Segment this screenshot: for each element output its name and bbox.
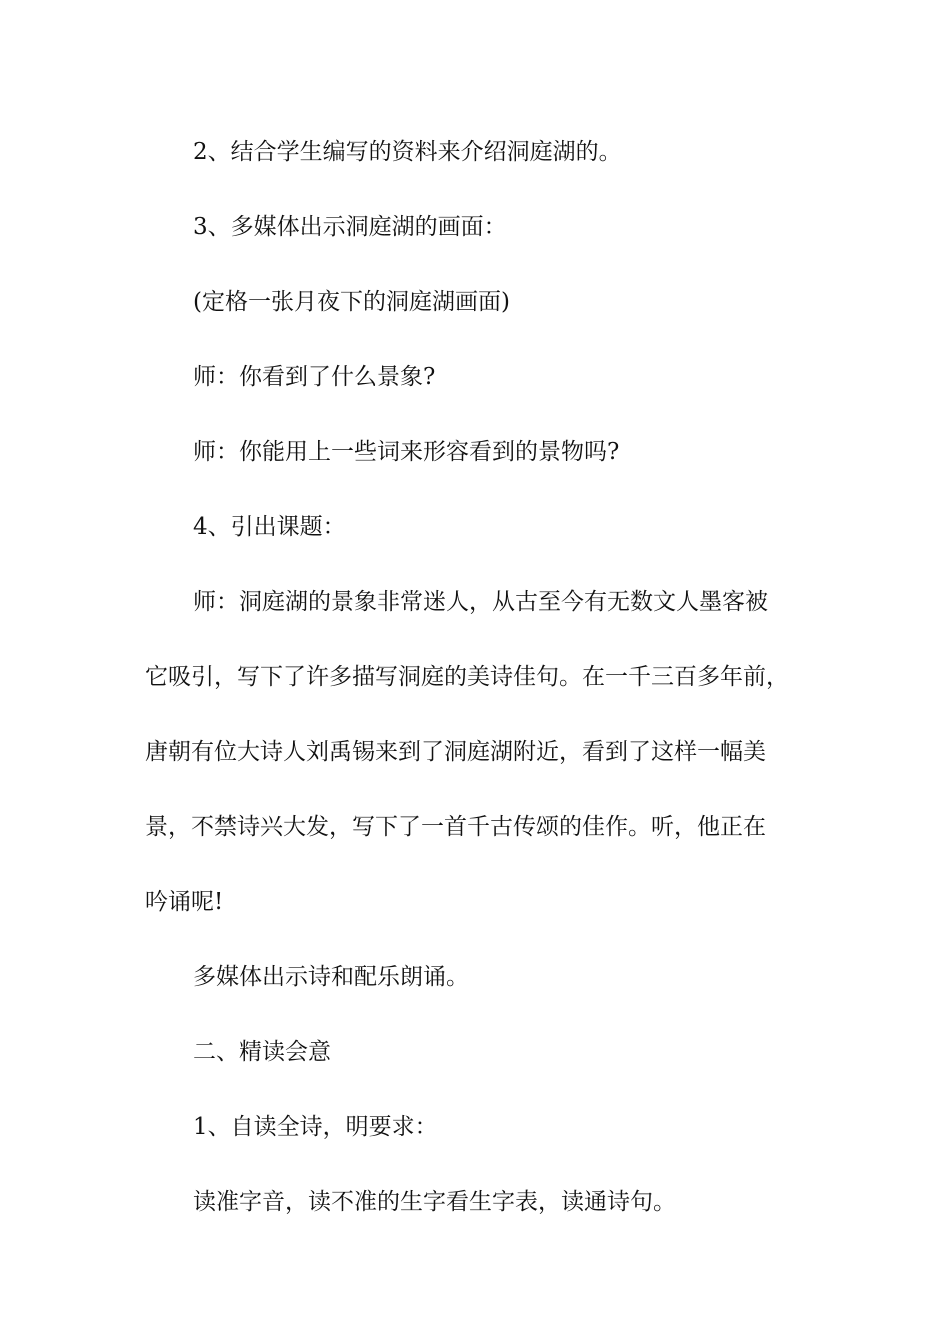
paragraph-line: 2、结合学生编写的资料来介绍洞庭湖的。 <box>193 139 622 165</box>
paragraph-line: 吟诵呢! <box>145 889 224 915</box>
paragraph-line: 师：洞庭湖的景象非常迷人，从古至今有无数文人墨客被 <box>193 589 768 615</box>
paragraph-line: 3、多媒体出示洞庭湖的画面： <box>193 214 507 240</box>
paragraph-line: 师：你看到了什么景象? <box>193 364 436 390</box>
paragraph-line: 唐朝有位大诗人刘禹锡来到了洞庭湖附近，看到了这样一幅美 <box>145 739 766 765</box>
paragraph-line: 读准字音，读不准的生字看生字表，读通诗句。 <box>193 1189 676 1215</box>
paragraph-line: 景，不禁诗兴大发，写下了一首千古传颂的佳作。听，他正在 <box>145 814 766 840</box>
paragraph-line: 1、自读全诗，明要求： <box>193 1114 438 1140</box>
paragraph-line: (定格一张月夜下的洞庭湖画面) <box>193 289 510 315</box>
section-heading: 二、精读会意 <box>193 1039 331 1065</box>
paragraph-line: 师：你能用上一些词来形容看到的景物吗? <box>193 439 620 465</box>
paragraph-line: 多媒体出示诗和配乐朗诵。 <box>193 964 469 990</box>
paragraph-line: 4、引出课题： <box>193 514 346 540</box>
paragraph-line: 它吸引，写下了许多描写洞庭的美诗佳句。在一千三百多年前， <box>145 664 789 690</box>
